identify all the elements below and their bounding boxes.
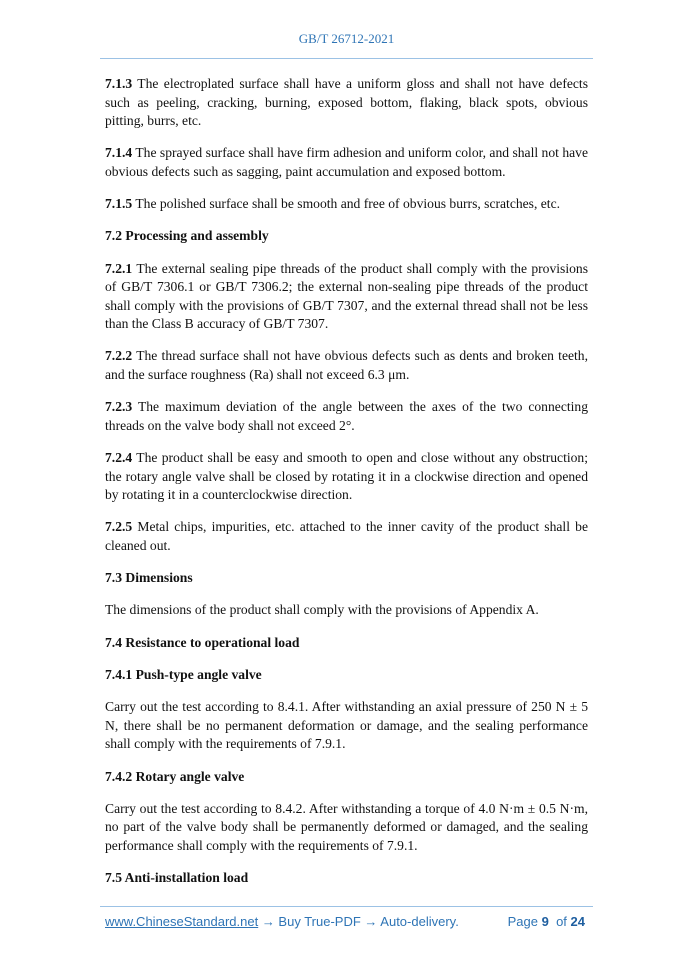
- paragraph: [105, 75, 588, 131]
- paragraph: [105, 144, 588, 181]
- clause-number: 7.1.4: [105, 145, 133, 161]
- page-total: 24: [570, 914, 585, 929]
- paragraph-text: The external sealing pipe threads of the product shall comply with the provisions of GB/T 7306.1 or GB/T 7306.2; the external non-sealing pipe threads of the product shall comply with the provisions of GB/T 7307, and the external thread shall not be less than the Class B accuracy of GB/T 7307.: [105, 260, 588, 332]
- paragraph-text: Metal chips, impurities, etc. attached to the inner cavity of the product shall be cleaned out.: [105, 519, 588, 553]
- section-heading: 7.4.2 Rotary angle valve: [105, 768, 245, 784]
- paragraph: [105, 601, 588, 620]
- paragraph-text: The electroplated surface shall have a uniform gloss and shall not have defects such as peeling, cracking, burning, exposed bottom, flaking, black spots, obvious pitting, burrs, etc.: [105, 76, 588, 128]
- clause-number: 7.2.5: [105, 519, 133, 535]
- section-heading: 7.5 Anti-installation load: [105, 870, 249, 886]
- section-heading: 7.4.1 Push-type angle valve: [105, 667, 262, 683]
- paragraph-text: The thread surface shall not have obvious defects such as dents and broken teeth, and the surface roughness (Ra) shall not exceed 6.3 μm.: [105, 348, 588, 382]
- section-heading: 7.2 Processing and assembly: [105, 228, 269, 244]
- paragraph-text: Carry out the test according to 8.4.1. After withstanding an axial pressure of 250 N ± 5 N, there shall be no permanent deformation or damage, and the sealing performance shall comply with the requirements of 7.9.1.: [105, 699, 588, 752]
- website-link[interactable]: www.ChineseStandard.net: [105, 914, 259, 929]
- clause-number: 7.1.5: [105, 196, 133, 212]
- paragraph: [105, 518, 588, 555]
- paragraph-text: The dimensions of the product shall comply with the provisions of Appendix A.: [105, 602, 539, 618]
- clause-number: 7.2.4: [105, 450, 133, 466]
- clause-number: 7.2.3: [105, 399, 133, 415]
- paragraph-text: The polished surface shall be smooth and free of obvious burrs, scratches, etc.: [135, 196, 561, 212]
- page-number: 9: [541, 914, 549, 929]
- document-body: [105, 75, 588, 902]
- paragraph-text: The maximum deviation of the angle between the axes of the two connecting threads on the valve body shall not exceed 2°.: [105, 399, 588, 433]
- paragraph: [105, 449, 588, 505]
- paragraph: [105, 800, 588, 856]
- section-heading: 7.3 Dimensions: [105, 570, 193, 586]
- footer-divider: [100, 906, 593, 907]
- paragraph: [105, 398, 588, 435]
- paragraph: [105, 260, 588, 334]
- clause-number: 7.1.3: [105, 76, 133, 91]
- footer-tagline: → Buy True-PDF → Auto-delivery.: [258, 914, 459, 929]
- header-divider: [100, 58, 593, 59]
- page-indicator: Page 9 of 24: [507, 914, 585, 929]
- paragraph-text: The sprayed surface shall have firm adhesion and uniform color, and shall not have obvious defects such as sagging, paint accumulation and exposed bottom.: [105, 145, 588, 179]
- clause-number: 7.2.2: [105, 348, 133, 364]
- document-header: GB/T 26712-2021: [298, 31, 395, 46]
- page-footer: [105, 914, 585, 929]
- paragraph: [105, 195, 588, 214]
- paragraph: [105, 698, 588, 754]
- paragraph: [105, 347, 588, 384]
- clause-number: 7.2.1: [105, 260, 133, 276]
- section-heading: 7.4 Resistance to operational load: [105, 634, 300, 650]
- paragraph-text: The product shall be easy and smooth to open and close without any obstruction; the rotary angle valve shall be closed by rotating it in a clockwise direction and opened by rotating it in a counterclockwise direction.: [105, 450, 588, 503]
- paragraph-text: Carry out the test according to 8.4.2. After withstanding a torque of 4.0 N·m ± 0.5 N·m, no part of the valve body shall be permanently deformed or damaged, and the sealing performance shall comply with the requirements of 7.9.1.: [105, 800, 588, 853]
